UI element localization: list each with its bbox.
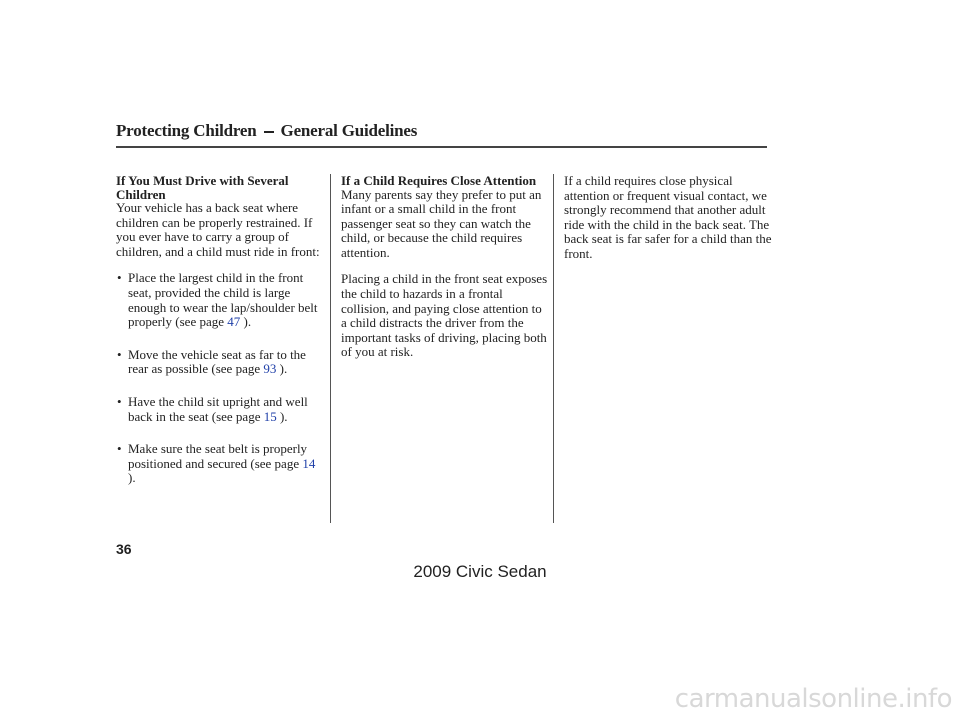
header-rule (116, 146, 767, 148)
bullet-icon: • (117, 346, 122, 362)
bullet-text: Make sure the seat belt is properly positioned and secured (see page (128, 441, 308, 471)
title-separator (264, 131, 274, 133)
subsection-title: General Guidelines (280, 121, 418, 140)
bullet-text-end: ). (276, 361, 288, 377)
col1-intro: Your vehicle has a back seat where children can be properly restrained. If you ever have to carry a group of children, and a child must ride in front: (116, 200, 320, 259)
bullet-text-end: ). (240, 314, 252, 330)
watermark: carmanualsonline.info (674, 684, 952, 714)
column-2 (341, 174, 549, 360)
column-divider-1 (330, 174, 331, 523)
col2-para2: Placing a child in the front seat exposes the child to hazards in a frontal collision, and paying close attention to a child distracts the driver from the important tasks of driving, placing both of you at risk. (341, 271, 548, 360)
bullet-text: Place the largest child in the front seat, provided the child is large enough to wear the lap/shoulder belt properly (see page (128, 270, 318, 330)
col2-para1: Many parents say they prefer to put an infant or a small child in the front passenger seat so they can watch the child, or because the child requires attention. (341, 186, 542, 260)
column-1 (116, 174, 326, 504)
col2-heading: If a Child Requires Close Attention (341, 173, 537, 188)
list-item (116, 442, 326, 486)
col3-para: If a child requires close physical attention or frequent visual contact, we strongly recommend that another adult ride with the child in the back seat. The back seat is far safer for a child than the front. (564, 173, 772, 261)
bullet-text: Have the child sit upright and well back in the seat (see page (128, 393, 308, 424)
bullet-icon: • (117, 393, 122, 409)
page-header (116, 121, 417, 141)
column-divider-2 (553, 174, 554, 523)
page-link-15[interactable]: 15 (263, 408, 277, 424)
list-item (116, 395, 326, 424)
bullet-text-end: ). (276, 408, 288, 424)
list-item (116, 348, 326, 377)
bullet-text: Move the vehicle seat as far to the rear as possible (see page (128, 346, 306, 377)
bullet-text-end: ). (128, 470, 136, 486)
bullet-icon: • (117, 270, 122, 286)
column-3 (564, 174, 772, 262)
list-item (116, 271, 326, 329)
col1-heading: If You Must Drive with Several Children (116, 173, 289, 202)
page-link-14[interactable]: 14 (302, 455, 316, 471)
bullet-icon: • (117, 441, 122, 457)
page-number: 36 (116, 541, 132, 557)
footer-title: 2009 Civic Sedan (413, 562, 547, 581)
page-link-47[interactable]: 47 (227, 314, 241, 330)
page-link-93[interactable]: 93 (263, 361, 277, 377)
section-title: Protecting Children (116, 121, 257, 140)
guideline-list (116, 271, 326, 486)
